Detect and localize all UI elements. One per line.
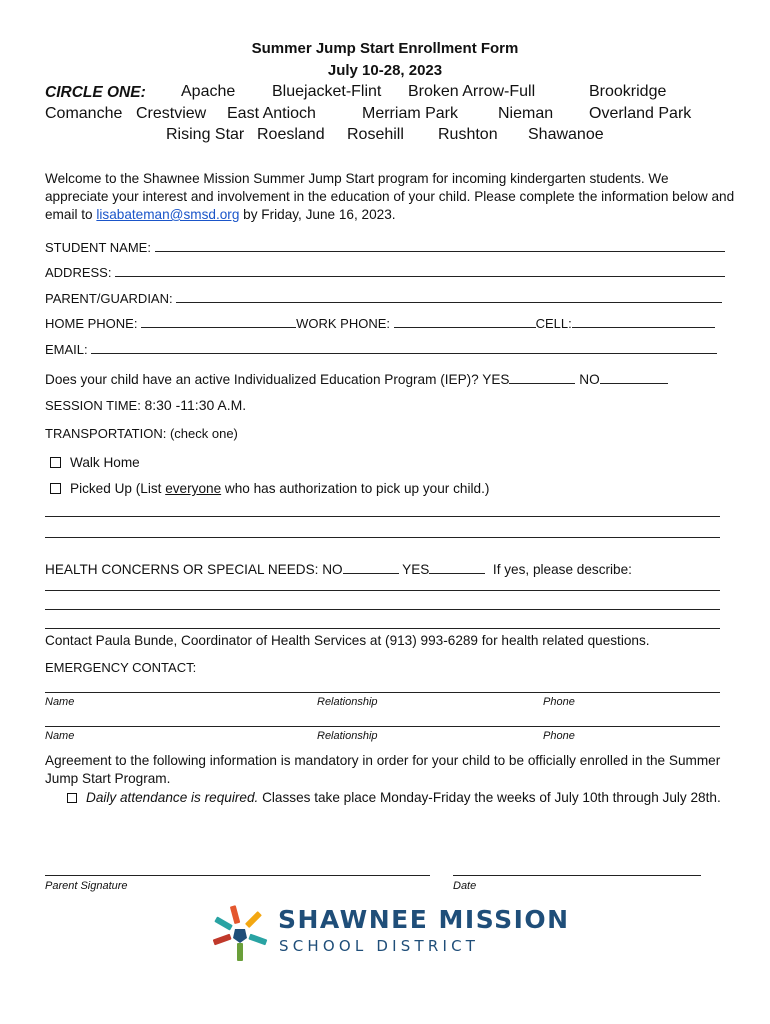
school-broken-arrow-full[interactable]: Broken Arrow-Full (408, 83, 536, 100)
address-row (45, 263, 725, 280)
emergency-name-2: Name (45, 730, 75, 742)
pickup-line-1[interactable] (45, 516, 720, 517)
health-line-3[interactable] (45, 628, 720, 629)
transport-hint: (check one) (169, 426, 238, 441)
school-roesland[interactable]: Roesland (257, 126, 325, 143)
logo-line2: SCHOOL DISTRICT (279, 937, 480, 955)
email-link[interactable]: lisabateman@smsd.org (96, 207, 240, 222)
emergency-line-2[interactable] (45, 726, 720, 727)
school-brookridge[interactable]: Brookridge (589, 83, 667, 100)
picked-up-option[interactable] (50, 481, 489, 496)
cell-label: CELL: (535, 316, 572, 331)
parent-label: PARENT/GUARDIAN: (45, 291, 173, 306)
home-phone-label: HOME PHONE: (45, 316, 138, 331)
school-rosehill[interactable]: Rosehill (347, 126, 404, 143)
transport-row (45, 426, 238, 441)
student-name-field[interactable] (155, 238, 725, 252)
emergency-label: EMERGENCY CONTACT: (45, 660, 197, 675)
work-phone-label: WORK PHONE: (296, 316, 390, 331)
iep-no-label: NO (579, 372, 600, 387)
emergency-relationship-2: Relationship (317, 730, 378, 742)
picked-up-label: Picked Up (List (70, 481, 166, 496)
emergency-name-1: Name (45, 696, 75, 708)
walk-home-label: Walk Home (70, 455, 140, 470)
district-logo-icon (210, 903, 270, 961)
emergency-phone-1: Phone (543, 696, 575, 708)
student-name-label: STUDENT NAME: (45, 240, 151, 255)
address-label: ADDRESS: (45, 265, 112, 280)
iep-yes-label: YES (482, 372, 510, 387)
iep-no-field[interactable] (600, 370, 668, 384)
walk-home-option[interactable] (50, 455, 140, 470)
school-apache[interactable]: Apache (181, 83, 236, 100)
date-line[interactable] (453, 875, 701, 876)
school-east-antioch[interactable]: East Antioch (227, 105, 316, 122)
form-dates: July 10-28, 2023 (327, 62, 443, 79)
intro-paragraph (45, 170, 735, 224)
school-merriam-park[interactable]: Merriam Park (362, 105, 459, 122)
attendance-detail: Classes take place Monday-Friday the weeks of July 10th through July 28th. (258, 790, 721, 805)
health-no-label: NO (322, 562, 343, 577)
health-no-field[interactable] (343, 560, 399, 574)
intro-text: Welcome to the Shawnee Mission Summer Jump Start program for incoming kindergarten students. We appreciate your interest and involvement in the education of your child. Please complete the information below and email to (45, 171, 735, 222)
email-row (45, 340, 717, 357)
iep-question: Does your child have an active Individualized Education Program (IEP)? (45, 372, 479, 387)
attendance-bullet (67, 789, 727, 807)
health-contact: Contact Paula Bunde, Coordinator of Health Services at (913) 993-6289 for health related questions. (45, 633, 650, 648)
pickup-line-2[interactable] (45, 537, 720, 538)
school-crestview[interactable]: Crestview (136, 105, 207, 122)
school-nieman[interactable]: Nieman (498, 105, 554, 122)
session-time: 8:30 -11:30 A.M. (144, 397, 247, 413)
address-field[interactable] (115, 263, 725, 277)
school-rising-star[interactable]: Rising Star (166, 126, 245, 143)
emergency-line-1[interactable] (45, 692, 720, 693)
emergency-relationship-1: Relationship (317, 696, 378, 708)
health-yes-field[interactable] (429, 560, 485, 574)
parent-signature-line[interactable] (45, 875, 430, 876)
emergency-phone-2: Phone (543, 730, 575, 742)
email-field[interactable] (91, 340, 717, 354)
form-title: Summer Jump Start Enrollment Form (251, 40, 519, 57)
picked-up-checkbox[interactable] (50, 483, 61, 494)
health-row (45, 560, 632, 577)
picked-up-label-rest: who has authorization to pick up your child.) (221, 481, 490, 496)
parent-signature-label: Parent Signature (45, 880, 128, 892)
picked-up-everyone: everyone (165, 481, 222, 496)
parent-row (45, 289, 722, 306)
walk-home-checkbox[interactable] (50, 457, 61, 468)
iep-row (45, 370, 668, 387)
attendance-required: Daily attendance is required. (86, 790, 259, 805)
school-overland-park[interactable]: Overland Park (589, 105, 692, 122)
session-row (45, 397, 246, 413)
circle-one-label: CIRCLE ONE: (45, 84, 146, 101)
student-name-row (45, 238, 725, 255)
health-yes-label: YES (402, 562, 430, 577)
school-rushton[interactable]: Rushton (438, 126, 498, 143)
parent-field[interactable] (176, 289, 722, 303)
school-comanche[interactable]: Comanche (45, 105, 123, 122)
home-phone-field[interactable] (141, 314, 296, 328)
logo-line1: SHAWNEE MISSION (278, 905, 570, 934)
session-label: SESSION TIME: (45, 398, 141, 413)
agreement-text: Agreement to the following information is mandatory in order for your child to be officially enrolled in the Summer Jump Start Program. (45, 753, 721, 786)
iep-yes-field[interactable] (509, 370, 575, 384)
intro-deadline: by Friday, June 16, 2023. (239, 207, 396, 222)
email-label: EMAIL: (45, 342, 88, 357)
cell-field[interactable] (572, 314, 715, 328)
transport-label: TRANSPORTATION: (45, 426, 167, 441)
health-describe: If yes, please describe: (492, 562, 632, 577)
attendance-checkbox[interactable] (67, 793, 77, 803)
phone-row (45, 314, 715, 331)
date-label: Date (453, 880, 477, 892)
work-phone-field[interactable] (394, 314, 536, 328)
health-line-2[interactable] (45, 609, 720, 610)
school-bluejacket-flint[interactable]: Bluejacket-Flint (272, 83, 382, 100)
health-label: HEALTH CONCERNS OR SPECIAL NEEDS: (45, 562, 319, 577)
school-shawanoe[interactable]: Shawanoe (528, 126, 604, 143)
health-line-1[interactable] (45, 590, 720, 591)
